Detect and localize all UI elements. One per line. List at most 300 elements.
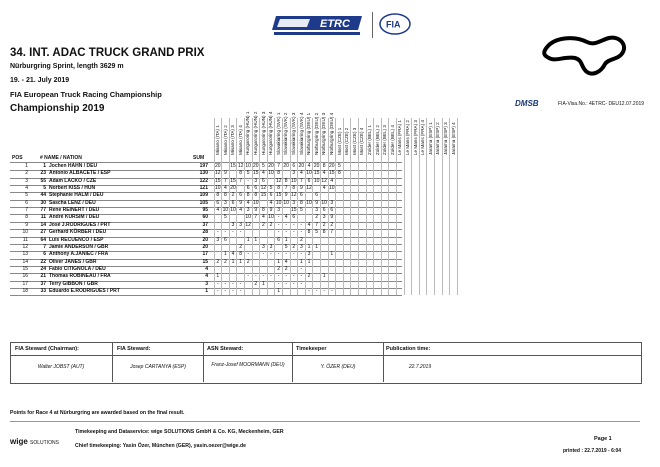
row-points: -: [300, 251, 303, 258]
row-points: 3: [307, 251, 311, 258]
row-points: 2: [269, 221, 273, 228]
row-points: 15: [253, 170, 259, 177]
column-rule: [411, 118, 412, 295]
chairman-label: FIA Steward (Chairman):: [15, 346, 79, 352]
row-points: 8: [254, 192, 258, 199]
row-points: 2: [239, 243, 242, 250]
dmsb-logo: DMSB: [515, 99, 539, 108]
row-sum: 17: [202, 251, 208, 258]
row-points: 4: [300, 170, 303, 177]
row-points: -: [315, 287, 318, 294]
wige-logo: [10, 437, 59, 446]
row-points: 1: [330, 251, 334, 258]
row-driver-name: José J.RODRIGUES / PRT: [49, 221, 111, 228]
timekeeping-credit: Timekeeping and Dataservice: wige SOLUTIONS GmbH & Co. KG, Meckenheim, GER: [75, 429, 284, 435]
row-driver-name: Jochen HAHN / DEU: [49, 163, 98, 169]
column-header: Misano (ITA) 3: [230, 125, 236, 155]
row-points: 7: [239, 177, 242, 184]
column-rule: [449, 118, 450, 295]
row-points: -: [224, 280, 227, 287]
row-points: 2: [322, 221, 326, 228]
row-points: -: [285, 221, 288, 228]
row-position: 1: [25, 163, 28, 169]
row-points: -: [247, 177, 250, 184]
row-points: 8: [322, 229, 326, 236]
row-points: -: [277, 214, 280, 221]
row-driver-name: Jamie ANDERSON / GBR: [49, 243, 109, 250]
sum-header: SUM: [193, 155, 205, 161]
row-points: 20: [313, 163, 320, 169]
fia-visa-number: FIA-Visa.No.: 4ETRC- DEU12.07.2019: [558, 101, 645, 107]
row-points: 2: [246, 258, 250, 265]
column-header: Le Mans (FRA) 1: [397, 120, 403, 155]
row-points: 2: [262, 221, 265, 228]
row-points: 7: [330, 229, 334, 236]
row-points: -: [239, 280, 242, 287]
championship-subtitle: Championship 2019: [10, 103, 105, 114]
row-points: 1: [322, 273, 326, 280]
row-points: 5: [246, 170, 250, 177]
column-header: Jarama (ESP) 4: [450, 122, 456, 155]
row-points: 20: [230, 185, 236, 192]
row-points: -: [300, 229, 303, 236]
row-sum: 28: [202, 229, 208, 236]
row-points: 1: [231, 258, 235, 265]
row-points: 9: [254, 207, 258, 214]
column-rule: [350, 118, 351, 295]
row-position: 18: [22, 287, 28, 294]
row-sum: 197: [199, 163, 208, 169]
row-points: 9: [284, 192, 288, 199]
row-points: 6: [277, 236, 280, 243]
column-header: Zolder (BEL) 3: [382, 125, 388, 155]
officials-col-divider: [383, 342, 384, 382]
row-sum: 3: [205, 280, 208, 287]
column-rule: [396, 118, 397, 295]
row-points: 3: [231, 221, 235, 228]
row-points: 5: [300, 207, 303, 214]
column-header: Nürburgring (DEU) 4: [329, 112, 334, 155]
row-points: 6: [292, 214, 296, 221]
row-points: -: [292, 221, 295, 228]
column-header: Most (CZE) 3: [351, 127, 357, 155]
row-points: 8: [307, 229, 311, 236]
row-points: 15: [291, 207, 297, 214]
column-header: Most (CZE) 2: [344, 127, 350, 155]
row-points: 5: [338, 163, 341, 169]
column-header: Le Mans (FRA) 2: [405, 120, 410, 155]
row-number: 64: [40, 236, 46, 243]
row-points: 9: [300, 185, 303, 192]
row-points: 20: [298, 163, 305, 169]
row-points: 8: [216, 192, 220, 199]
row-points: 1: [254, 236, 258, 243]
row-points: 10: [283, 199, 289, 206]
row-points: -: [239, 287, 242, 294]
row-points: 6: [307, 177, 311, 184]
column-header: Hungaroring (HUN) 2: [253, 111, 258, 155]
row-points: 10: [245, 214, 251, 221]
row-points: 4: [262, 214, 265, 221]
row-points: 5: [262, 163, 265, 169]
row-position: 5: [25, 192, 28, 199]
row-position: 11: [22, 236, 28, 243]
row-points: -: [254, 273, 257, 280]
row-points: 8: [224, 192, 227, 199]
row-points: 3: [292, 199, 296, 206]
column-rule: [343, 118, 344, 295]
row-number: 11: [40, 214, 46, 221]
points-note: Points for Race 4 at Nürburgring are awarded based on the final result.: [10, 410, 185, 416]
row-points: -: [300, 273, 303, 280]
column-rule: [457, 118, 458, 295]
row-points: 10: [230, 207, 236, 214]
championship-name: FIA European Truck Racing Championship: [10, 90, 162, 99]
row-number: 77: [40, 207, 46, 214]
etrc-logo: [270, 10, 370, 40]
row-points: 15: [230, 163, 236, 169]
row-sum: 95: [202, 207, 208, 214]
row-points: 15: [329, 170, 335, 177]
row-number: 5: [43, 185, 46, 192]
row-driver-name: Luis RECUENCO / ESP: [49, 236, 104, 243]
row-points: 6: [292, 163, 296, 169]
column-header: Le Mans (FRA) 4: [420, 120, 426, 155]
row-points: 10: [268, 214, 274, 221]
row-points: 12: [306, 185, 312, 192]
row-points: 5: [224, 214, 227, 221]
fia-logo: [378, 12, 412, 36]
row-points: 6: [216, 199, 220, 206]
column-rule: [388, 118, 389, 295]
pos-header: POS: [12, 155, 23, 161]
row-points: 12: [215, 170, 221, 177]
row-sum: 20: [202, 236, 208, 243]
row-number: 23: [40, 170, 46, 177]
row-sum: 121: [199, 185, 208, 192]
asn-steward-name: Franz-Josef MOORMANN (DEU): [211, 362, 285, 368]
row-position: 15: [22, 265, 28, 272]
row-points: 6: [300, 192, 303, 199]
row-sum: 109: [199, 192, 208, 199]
row-points: 1: [315, 243, 318, 250]
column-header: Most (CZE) 1: [336, 127, 342, 155]
row-points: 2: [292, 243, 296, 250]
row-points: 6: [239, 192, 242, 199]
chairman-name: Walter JOBST (AUT): [37, 364, 85, 370]
row-driver-name: André KURSIM / DEU: [49, 214, 100, 221]
row-points: 8: [277, 170, 280, 177]
column-rule: [419, 118, 420, 295]
row-points: -: [277, 221, 280, 228]
row-points: 4: [239, 207, 242, 214]
row-number: 27: [40, 229, 46, 236]
row-number: 24: [40, 265, 46, 272]
row-points: 6: [246, 185, 250, 192]
row-points: 1: [307, 243, 311, 250]
row-points: 8: [262, 207, 265, 214]
row-points: 1: [300, 258, 303, 265]
row-number: 30: [40, 199, 46, 206]
row-position: 3: [25, 177, 28, 184]
row-points: -: [292, 273, 295, 280]
row-points: 3: [239, 221, 242, 228]
row-points: 2: [254, 280, 258, 287]
event-title: 34. INT. ADAC TRUCK GRAND PRIX: [10, 47, 205, 59]
printed-timestamp: printed : 22.7.2019 - 6:04: [563, 448, 622, 454]
row-points: -: [308, 287, 310, 294]
row-points: 8: [246, 192, 250, 199]
row-points: 4: [322, 185, 326, 192]
officials-col-divider: [292, 342, 293, 382]
row-points: -: [292, 280, 295, 287]
column-rule: [442, 118, 443, 295]
publication-time-label: Publication time:: [386, 346, 431, 352]
row-points: 2: [330, 221, 334, 228]
track-map-image: [535, 28, 635, 83]
row-points: 2: [284, 265, 288, 272]
officials-divider: [10, 355, 641, 356]
row-points: -: [216, 229, 219, 236]
row-points: 3: [292, 170, 296, 177]
name-header: # NAME / NATION: [40, 155, 82, 161]
row-points: 8: [239, 251, 242, 258]
row-points: 10: [245, 163, 251, 169]
row-sum: 60: [202, 214, 208, 221]
row-sum: 105: [199, 199, 208, 206]
row-rule: [10, 295, 402, 296]
row-driver-name: Rene REINERT / DEU: [49, 207, 100, 214]
column-rule: [373, 118, 374, 295]
column-header: Misano (ITA) 2: [222, 125, 228, 155]
row-points: 8: [239, 170, 242, 177]
row-points: -: [270, 251, 272, 258]
steward-label: FIA Steward:: [117, 346, 151, 352]
row-position: 12: [22, 243, 28, 250]
column-rule: [404, 118, 405, 295]
row-points: -: [285, 251, 288, 258]
row-driver-name: Eduardo E.RODRIGUES / PRT: [49, 287, 120, 294]
row-points: -: [300, 221, 303, 228]
row-position: 8: [25, 214, 28, 221]
steward-name: Josep CARTANYA (ESP): [130, 364, 186, 370]
row-sum: 4: [205, 265, 208, 272]
row-points: 1: [262, 280, 265, 287]
row-points: 3: [315, 207, 318, 214]
row-points: 15: [215, 177, 221, 184]
row-points: -: [239, 229, 242, 236]
row-driver-name: Oliver JANES / GBR: [49, 258, 97, 265]
column-header: Slovakiaring (SVK) 3: [291, 112, 296, 155]
row-points: 1: [307, 258, 311, 265]
column-header: Slovakiaring (SVK) 1: [275, 112, 281, 155]
row-points: 6: [224, 236, 227, 243]
row-sum: 1: [205, 287, 208, 294]
row-position: 13: [22, 251, 28, 258]
column-rule: [366, 118, 367, 295]
row-points: 2: [216, 258, 220, 265]
row-points: 20: [268, 163, 274, 169]
row-points: 6: [330, 207, 334, 214]
column-rule: [358, 118, 359, 295]
row-number: 21: [40, 273, 46, 280]
row-points: -: [247, 251, 250, 258]
officials-col-divider: [203, 342, 204, 382]
row-points: -: [323, 287, 326, 294]
row-points: 3: [224, 199, 227, 206]
row-points: 6: [315, 192, 318, 199]
row-points: 20: [215, 163, 221, 169]
row-points: 10: [306, 170, 312, 177]
row-points: 2: [307, 273, 311, 280]
row-points: 3: [277, 207, 280, 214]
row-points: 8: [277, 185, 280, 192]
row-position: 2: [25, 170, 28, 177]
row-points: 10: [291, 177, 297, 184]
row-points: 10: [222, 207, 229, 214]
row-points: 10: [306, 199, 312, 206]
row-points: 4: [307, 221, 311, 228]
row-points: 4: [307, 163, 311, 169]
column-rule: [381, 118, 382, 295]
row-points: 15: [260, 192, 267, 199]
column-rule: [434, 118, 435, 295]
row-driver-name: Anthony A.JANIEC / FRA: [49, 251, 109, 258]
row-driver-name: Adam LACKO / CZE: [49, 177, 97, 184]
row-points: 9: [269, 207, 273, 214]
row-sum: 130: [199, 170, 208, 177]
row-points: 4: [322, 170, 326, 177]
row-points: 3: [330, 199, 334, 206]
row-points: 9: [330, 214, 334, 221]
row-points: 7: [277, 163, 280, 169]
row-points: -: [285, 273, 288, 280]
track-subtitle: Nürburgring Sprint, length 3629 m: [10, 63, 124, 70]
column-header: Hungaroring (HUN) 1: [245, 111, 251, 155]
column-header: Misano (ITA) 1: [215, 125, 220, 155]
row-points: 10: [253, 199, 259, 206]
row-points: -: [232, 280, 234, 287]
row-points: -: [285, 280, 288, 287]
row-points: 10: [215, 185, 221, 192]
row-position: 7: [25, 207, 28, 214]
row-points: 7: [300, 177, 303, 184]
row-driver-name: Sascha LENZ / DEU: [49, 199, 96, 206]
row-points: 12: [237, 163, 244, 169]
timekeeper-name: Y. ÖZER (DEU): [320, 364, 356, 370]
row-points: 8: [322, 163, 326, 169]
row-points: -: [224, 229, 227, 236]
row-points: -: [270, 273, 272, 280]
row-points: 10: [329, 185, 335, 192]
asn-steward-label: ASN Steward:: [207, 346, 244, 352]
row-points: 10: [321, 199, 327, 206]
page-number: Page 1: [594, 436, 612, 442]
row-points: 20: [283, 163, 289, 169]
row-points: 4: [284, 214, 288, 221]
row-points: 9: [315, 199, 318, 206]
row-points: -: [254, 251, 257, 258]
row-points: 6: [269, 192, 273, 199]
row-points: 5: [284, 243, 288, 250]
row-points: 7: [224, 177, 227, 184]
row-sum: 15: [202, 258, 208, 265]
row-points: 7: [254, 214, 258, 221]
row-points: 10: [268, 170, 274, 177]
row-points: -: [300, 265, 303, 272]
column-header: Zolder (BEL) 2: [374, 125, 380, 155]
officials-col-divider: [112, 342, 113, 382]
row-sum: 4: [205, 273, 208, 280]
row-points: 15: [313, 170, 320, 177]
row-points: 7: [284, 185, 288, 192]
row-points: 2: [300, 236, 303, 243]
column-header: Hungaroring (HUN) 4: [268, 111, 274, 155]
row-points: 1: [216, 273, 220, 280]
column-header: Jarama (ESP) 3: [443, 122, 448, 155]
row-points: 4: [231, 251, 235, 258]
row-points: 10: [275, 199, 282, 206]
wige-logo-sub: SOLUTIONS: [30, 440, 59, 446]
row-points: 4: [330, 177, 334, 184]
row-number: 44: [40, 192, 46, 199]
column-header: Nürburgring (DEU) 1: [306, 112, 312, 155]
row-points: 6: [322, 207, 326, 214]
row-points: 8: [300, 199, 303, 206]
row-position: 10: [22, 229, 28, 236]
row-points: 7: [315, 221, 318, 228]
row-points: 1: [224, 251, 227, 258]
row-points: 5: [315, 229, 318, 236]
row-driver-name: Fabio CITIGNOLA / DEU: [49, 265, 106, 272]
row-number: 6: [43, 251, 46, 258]
row-points: 4: [216, 207, 220, 214]
column-header: Nürburgring (DEU) 3: [321, 112, 327, 155]
row-points: 5: [269, 185, 273, 192]
row-driver-name: Gerhard KÖRBER / DEU: [49, 229, 107, 236]
row-points: 1: [246, 236, 250, 243]
row-points: -: [216, 280, 219, 287]
logo-divider: [372, 12, 373, 38]
column-header: Misano (ITA) 4: [237, 125, 243, 155]
row-position: 6: [25, 199, 28, 206]
row-points: 15: [230, 177, 236, 184]
column-header: Zolder (BEL) 1: [367, 125, 372, 155]
row-position: 9: [25, 221, 28, 228]
row-points: 12: [291, 192, 297, 199]
row-points: 1: [277, 287, 280, 294]
row-points: 3: [216, 236, 220, 243]
row-points: 6: [262, 177, 265, 184]
row-points: 8: [284, 177, 288, 184]
row-points: 1: [277, 258, 280, 265]
row-points: -: [300, 280, 303, 287]
row-points: 1: [284, 236, 288, 243]
row-points: 9: [224, 170, 227, 177]
row-driver-name: Norbert KISS / HUN: [49, 185, 96, 192]
row-points: -: [232, 287, 234, 294]
row-sum: 37: [202, 221, 208, 228]
row-position: 14: [22, 258, 28, 265]
row-points: 3: [246, 207, 250, 214]
row-driver-name: Stephanie HALM / DEU: [49, 192, 104, 199]
row-points: 3: [262, 243, 265, 250]
row-points: 1: [239, 258, 242, 265]
row-number: 7: [43, 243, 46, 250]
row-points: 3: [322, 214, 326, 221]
row-driver-name: Antonio ALBACETE / ESP: [49, 170, 111, 177]
row-points: -: [247, 273, 250, 280]
